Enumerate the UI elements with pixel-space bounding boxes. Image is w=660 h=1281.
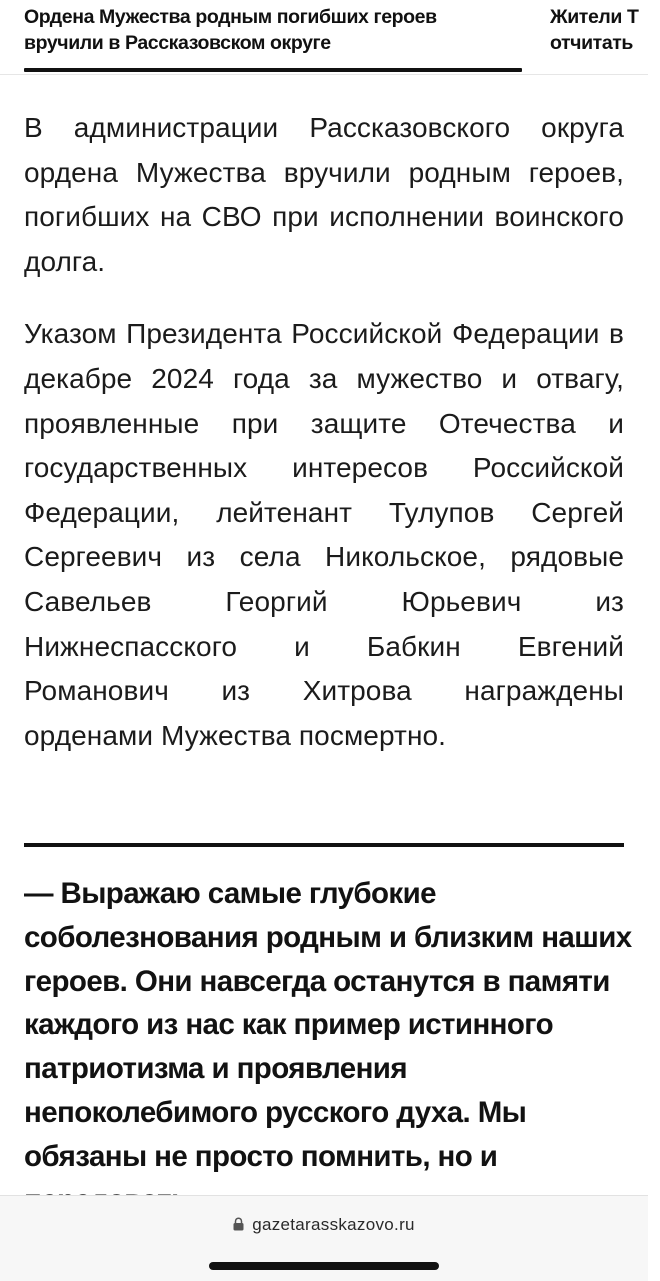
article-paragraph: Указом Президента Российской Федерации в декабре 2024 года за мужество и отвагу, проявленные при защите Отечества и государственных интересов Российской Федерации, лейтенант Тулупов Сергей Сергеевич из села Никольское, рядовые Савельев Георгий Юрьевич из Нижнеспасского и Бабкин Евгений Романович из Хитрова награждены орденами Мужества посмертно.: [24, 318, 624, 751]
quote-block: [24, 872, 634, 1194]
quote-divider: [24, 843, 624, 847]
tab-title-line: отчитать: [550, 32, 634, 54]
active-tab-indicator: [24, 68, 522, 72]
home-indicator[interactable]: [209, 1262, 439, 1270]
tab-title-line: Жители Т: [550, 6, 639, 28]
article-paragraph: В администрации Рассказовского округа ордена Мужества вручили родным героев, погибших на СВО при исполнении воинского долга.: [24, 112, 624, 277]
article-tab-next[interactable]: [550, 4, 660, 56]
tab-title-line: вручили в Рассказовском округе: [24, 32, 331, 54]
url-display[interactable]: [0, 1214, 648, 1236]
article-tab-current[interactable]: [24, 4, 524, 56]
article-body: [24, 106, 624, 758]
article-tab-strip: [0, 0, 648, 75]
url-text: gazetarasskazovo.ru: [252, 1215, 415, 1234]
browser-address-bar[interactable]: [0, 1195, 648, 1281]
quote-text: — Выражаю самые глубокие соболезнования родным и близким наших героев. Они навсегда останутся в памяти каждого из нас как пример истинного патриотизма и проявления непоколебимого русского духа. Мы обязаны не просто помнить, но и: [24, 877, 632, 1173]
tab-title-line: Ордена Мужества родным погибших героев: [24, 6, 437, 28]
lock-icon: [233, 1217, 244, 1231]
